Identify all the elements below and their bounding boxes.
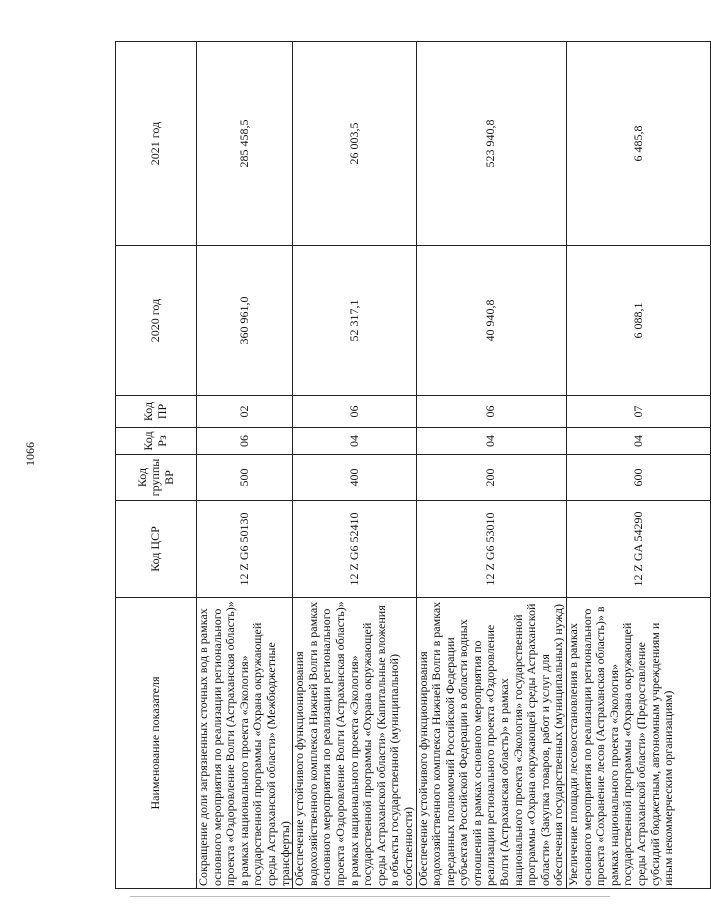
header-csr: Код ЦСР [116, 501, 197, 598]
row-vr: 500 [197, 455, 293, 501]
header-pr: Код ПР [116, 396, 197, 428]
row-pr: 06 [416, 396, 567, 428]
row-csr: 12 Z G6 50130 [197, 501, 293, 598]
row-pr: 02 [197, 396, 293, 428]
row-2021: 26 003,5 [293, 42, 416, 246]
row-2021: 523 940,8 [416, 42, 567, 246]
row-2020: 52 317,1 [293, 246, 416, 396]
row-2020: 40 940,8 [416, 246, 567, 396]
row-name: Обеспечение устойчивого функционирования водохозяйственного комплекса Нижней Волги в рамках основного мероприятия по реализации регионального проекта «Оздоровление Волги (Астраханская область)» в рамках национального проекта «Экология» государственной программы «Охрана окружающей среды Астраханской области» (Капитальные вложения в объекты государственной (муниципальной) собственности) [293, 598, 416, 889]
row-rz: 04 [567, 428, 711, 455]
page-number: 1066 [23, 442, 37, 466]
row-pr: 07 [567, 396, 711, 428]
row-rz: 06 [197, 428, 293, 455]
row-rz: 04 [293, 428, 416, 455]
row-csr: 12 Z G6 53010 [416, 501, 567, 598]
row-name: Увеличение площади лесовосстановления в рамках основного мероприятия по реализации регионального проекта «Сохранение лесов (Астраханская область)» в рамках национального проекта «Экология» государственной программы «Охрана окружающей среды Астраханской области» (Предоставление субсидий бюджетным, автономным учреждениям и иным некоммерческим организациям) [567, 598, 711, 889]
row-name: Сокращение доли загрязненных сточных вод в рамках основного мероприятия по реализации регионального проекта «Оздоровление Волги (Астраханская область)» в рамках национального проекта «Экология» государственной программы «Охрана окружающей среды Астраханской области» (Межбюджетные трансферты) [197, 598, 293, 889]
table-header-row [116, 42, 197, 889]
header-2021: 2021 год [116, 42, 197, 246]
header-2020: 2020 год [116, 246, 197, 396]
budget-table-container [115, 42, 676, 889]
rotated-table-frame [115, 42, 676, 889]
table-row [197, 42, 293, 889]
row-vr: 200 [416, 455, 567, 501]
row-vr: 400 [293, 455, 416, 501]
row-name: Обеспечение устойчивого функционирования водохозяйственного комплекса Нижней Волги в рамках переданных полномочий Российской Федерации субъектам Российской Федерации в области водных отношений в рамках основного мероприятия по реализации регионального проекта «Оздоровление Волги (Астраханская область)» в рамках национального проекта «Экология» государственной программы «Охрана окружающей среды Астраханской области» (Закупка товаров, работ и услуг для обеспечения государственных (муниципальных) нужд) [416, 598, 567, 889]
row-rz: 04 [416, 428, 567, 455]
table-row [416, 42, 567, 889]
header-vr: Код группы ВР [116, 455, 197, 501]
row-2020: 360 961,0 [197, 246, 293, 396]
row-2021: 6 485,8 [567, 42, 711, 246]
table-row [293, 42, 416, 889]
row-pr: 06 [293, 396, 416, 428]
row-2021: 285 458,5 [197, 42, 293, 246]
row-csr: 12 Z GA 54290 [567, 501, 711, 598]
table-row [567, 42, 711, 889]
header-name: Наименование показателя [116, 598, 197, 889]
scan-edge-rule [130, 896, 610, 897]
header-rz: Код Рз [116, 428, 197, 455]
row-2020: 6 088,1 [567, 246, 711, 396]
budget-table [115, 41, 711, 889]
row-csr: 12 Z G6 52410 [293, 501, 416, 598]
row-vr: 600 [567, 455, 711, 501]
